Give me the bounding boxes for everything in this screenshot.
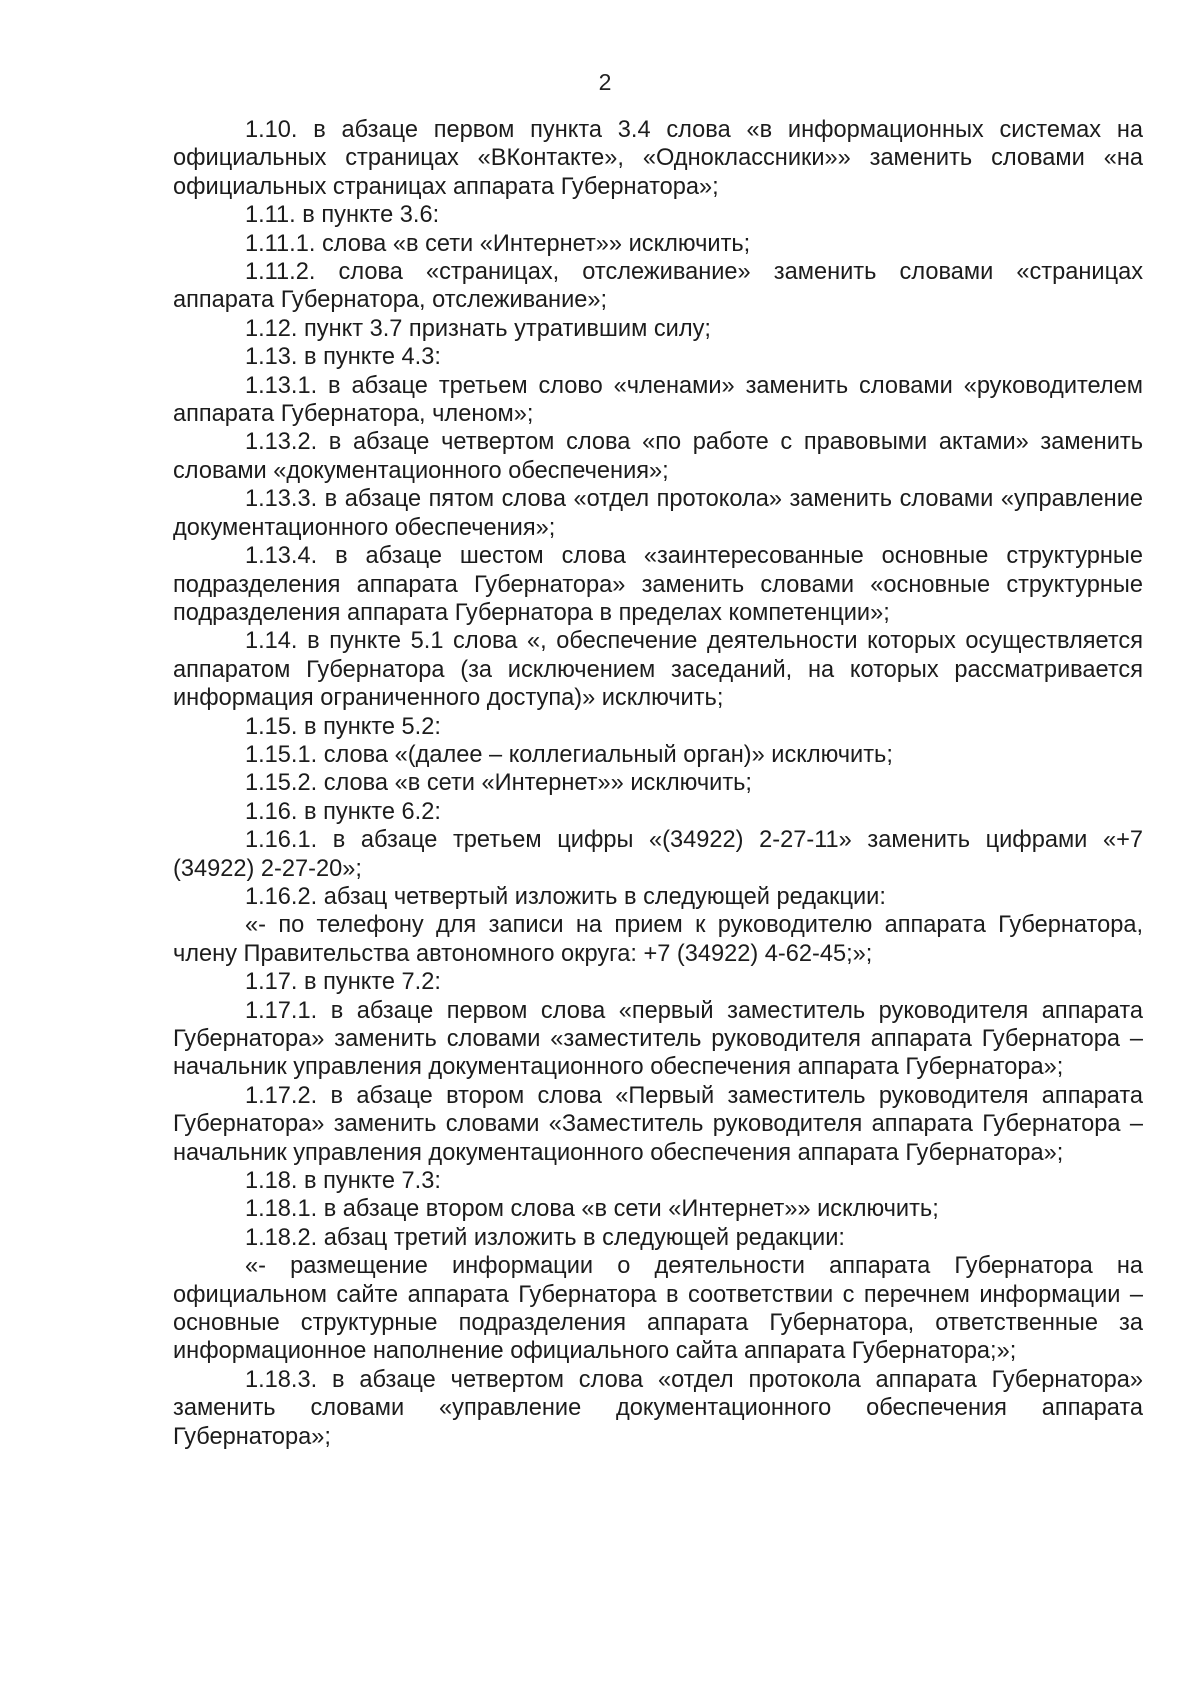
paragraph-1-15-1: 1.15.1. слова «(далее – коллегиальный орган)» исключить; (245, 741, 893, 768)
paragraph-1-18-2: 1.18.2. абзац третий изложить в следующей редакции: (245, 1224, 845, 1251)
document-body (173, 116, 1143, 1451)
paragraph-1-16-1: 1.16.1. в абзаце третьем цифры «(34922) 2-27-11» заменить цифрами «+7 (34922) 2-27-20»; (173, 827, 1143, 882)
paragraph-1-16-2: 1.16.2. абзац четвертый изложить в следующей редакции: (245, 883, 886, 910)
paragraph-1-13-4: 1.13.4. в абзаце шестом слова «заинтересованные основные структурные подразделения аппарата Губернатора» заменить словами «основные структурные подразделения аппарата Губернатора в пределах компетенции»; (173, 543, 1143, 626)
paragraph-1-18-1: 1.18.1. в абзаце втором слова «в сети «Интернет»» исключить; (245, 1196, 939, 1223)
paragraph-1-18: 1.18. в пункте 7.3: (245, 1168, 441, 1195)
paragraph-1-11: 1.11. в пункте 3.6: (245, 202, 440, 229)
quoted-paragraph-phone: «- по телефону для записи на прием к руководителю аппарата Губернатора, члену Правительства автономного округа: +7 (34922) 4-62-45;»; (173, 912, 1143, 967)
paragraph-1-11-2: 1.11.2. слова «страницах, отслеживание» заменить словами «страницах аппарата Губернатора, отслеживание»; (173, 259, 1143, 314)
paragraph-1-18-3: 1.18.3. в абзаце четвертом слова «отдел протокола аппарата Губернатора» заменить словами «управление документационного обеспечения аппарата Губернатора»; (173, 1366, 1143, 1450)
paragraph-1-13-1: 1.13.1. в абзаце третьем слово «членами» заменить словами «руководителем аппарата Губернатора, членом»; (173, 372, 1143, 428)
quoted-paragraph-website: «- размещение информации о деятельности аппарата Губернатора на официальном сайте аппарата Губернатора в соответствии с перечнем информации – основные структурные подразделения аппарата Губернатора, ответственные за информационное наполнение официального сайта аппарата Губернатора;»; (173, 1253, 1143, 1365)
paragraph-1-17-1: 1.17.1. в абзаце первом слова «первый заместитель руководителя аппарата Губернатора» заменить словами «заместитель руководителя аппарата Губернатора – начальник управления документационного обеспечения аппарата Губернатора»; (173, 997, 1143, 1081)
paragraph-1-17: 1.17. в пункте 7.2: (245, 969, 441, 996)
paragraph-1-15: 1.15. в пункте 5.2: (245, 713, 441, 740)
paragraph-1-16: 1.16. в пункте 6.2: (245, 798, 441, 825)
paragraph-1-13: 1.13. в пункте 4.3: (245, 344, 441, 371)
paragraph-1-11-1: 1.11.1. слова «в сети «Интернет»» исключить; (245, 230, 751, 257)
paragraph-1-17-2: 1.17.2. в абзаце втором слова «Первый заместитель руководителя аппарата Губернатора» заменить словами «Заместитель руководителя аппарата Губернатора – начальник управления документационного обеспечения аппарата Губернатора»; (173, 1082, 1143, 1166)
paragraph-1-15-2: 1.15.2. слова «в сети «Интернет»» исключить; (245, 770, 752, 797)
paragraph-1-13-3: 1.13.3. в абзаце пятом слова «отдел протокола» заменить словами «управление документационного обеспечения»; (173, 486, 1143, 541)
paragraph-1-13-2: 1.13.2. в абзаце четвертом слова «по работе с правовыми актами» заменить словами «документационного обеспечения»; (173, 429, 1143, 484)
paragraph-1-14: 1.14. в пункте 5.1 слова «, обеспечение деятельности которых осуществляется аппаратом Губернатора (за исключением заседаний, на которых рассматривается информация ограниченного доступа)» исключить; (173, 628, 1143, 712)
paragraph-1-10: 1.10. в абзаце первом пункта 3.4 слова «в информационных системах на официальных страницах «ВКонтакте», «Одноклассники»» заменить словами «на официальных страницах аппарата Губернатора»; (173, 117, 1143, 200)
page-number: 2 (598, 69, 612, 95)
paragraph-1-12: 1.12. пункт 3.7 признать утратившим силу; (245, 315, 711, 342)
